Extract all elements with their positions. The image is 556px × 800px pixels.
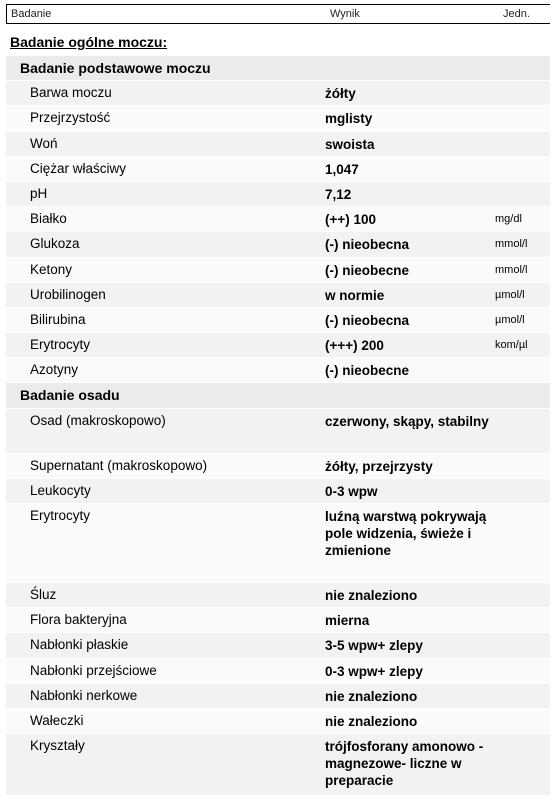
test-result: luźną warstwą pokrywają pole widzenia, świeże i zmienione <box>325 509 487 558</box>
header-unit-column: Jedn. <box>503 8 530 20</box>
test-result: 0-3 wpw <box>325 483 378 499</box>
test-unit: mmol/l <box>495 238 528 251</box>
test-result: czerwony, skąpy, stabilny <box>325 413 489 429</box>
table-row <box>6 684 550 709</box>
test-name: Osad (makroskopowo) <box>30 412 166 428</box>
test-name: Śluz <box>30 587 57 602</box>
test-result: (-) nieobecna <box>325 312 410 328</box>
test-result: (-) nieobecna <box>325 237 410 253</box>
table-row <box>6 81 550 106</box>
table-row <box>6 734 550 796</box>
table-row <box>6 157 550 182</box>
table-row <box>6 308 550 333</box>
test-result: żółty, przejrzysty <box>325 458 433 474</box>
page-title: Badanie ogólne moczu: <box>10 34 168 50</box>
test-name: Ciężar właściwy <box>30 160 127 176</box>
test-result: 7,12 <box>325 186 352 202</box>
test-result: (++) 100 <box>325 212 377 228</box>
table-row <box>6 409 550 454</box>
test-name: Azotyny <box>30 362 79 378</box>
header-result-column: Wynik <box>330 8 360 20</box>
table-row <box>6 709 550 734</box>
test-unit: µmol/l <box>495 288 525 301</box>
test-name: Białko <box>30 211 67 227</box>
table-row <box>6 232 550 257</box>
table-row <box>6 583 550 608</box>
test-result: mglisty <box>325 111 373 127</box>
table-row <box>6 333 550 358</box>
table-row <box>6 479 550 504</box>
table-row <box>6 207 550 232</box>
table-row <box>6 182 550 207</box>
test-result: 3-5 wpw+ zlepy <box>325 638 423 654</box>
section-title: Badanie podstawowe moczu <box>20 60 211 76</box>
table-row <box>6 258 550 283</box>
table-row <box>6 358 550 383</box>
test-name: Przejrzystość <box>30 110 111 126</box>
table-row <box>6 659 550 684</box>
test-result: (-) nieobecne <box>325 363 410 379</box>
test-name: Erytrocyty <box>30 337 91 353</box>
test-result: 1,047 <box>325 161 359 177</box>
test-result: nie znaleziono <box>325 688 418 704</box>
test-name: Kryształy <box>30 738 85 754</box>
test-name: Erytrocyty <box>30 508 91 523</box>
test-name: Nabłonki płaskie <box>30 637 129 653</box>
results-table <box>6 56 550 796</box>
test-result: swoista <box>325 136 375 152</box>
test-name: Nabłonki nerkowe <box>30 687 138 703</box>
test-name: Flora bakteryjna <box>30 612 127 628</box>
header-test-column: Badanie <box>11 8 52 20</box>
test-name: Leukocyty <box>30 482 91 498</box>
test-result: trójfosforany amonowo -magnezowe- liczne w preparacie <box>325 739 484 789</box>
test-name: Nabłonki przejściowe <box>30 662 157 678</box>
table-row <box>6 106 550 131</box>
section-header <box>6 56 550 81</box>
test-result: w normie <box>325 287 385 303</box>
table-row <box>6 283 550 308</box>
test-unit: mg/dl <box>495 213 522 226</box>
test-result: 0-3 wpw+ zlepy <box>325 663 423 679</box>
table-row <box>6 132 550 157</box>
table-row <box>6 454 550 479</box>
test-result: żółty <box>325 86 356 102</box>
test-name: Woń <box>30 135 58 151</box>
table-row <box>6 608 550 633</box>
test-result: nie znaleziono <box>325 588 418 603</box>
test-name: Wałeczki <box>30 712 84 728</box>
test-result: (-) nieobecne <box>325 262 410 278</box>
test-name: Supernatant (makroskopowo) <box>30 457 208 473</box>
table-row <box>6 633 550 658</box>
test-name: Bilirubina <box>30 311 86 327</box>
test-name: pH <box>30 185 48 201</box>
test-name: Ketony <box>30 261 73 277</box>
section-title: Badanie osadu <box>20 387 120 404</box>
test-name: Glukoza <box>30 236 80 252</box>
table-row <box>6 504 550 583</box>
test-result: (+++) 200 <box>325 338 384 354</box>
test-name: Urobilinogen <box>30 286 106 302</box>
test-result: nie znaleziono <box>325 713 418 729</box>
table-header <box>6 4 550 24</box>
section-header <box>6 383 550 408</box>
test-unit: µmol/l <box>495 313 525 326</box>
test-result: mierna <box>325 613 370 629</box>
test-name: Barwa moczu <box>30 85 112 101</box>
test-unit: kom/µl <box>495 339 528 352</box>
test-unit: mmol/l <box>495 263 528 276</box>
